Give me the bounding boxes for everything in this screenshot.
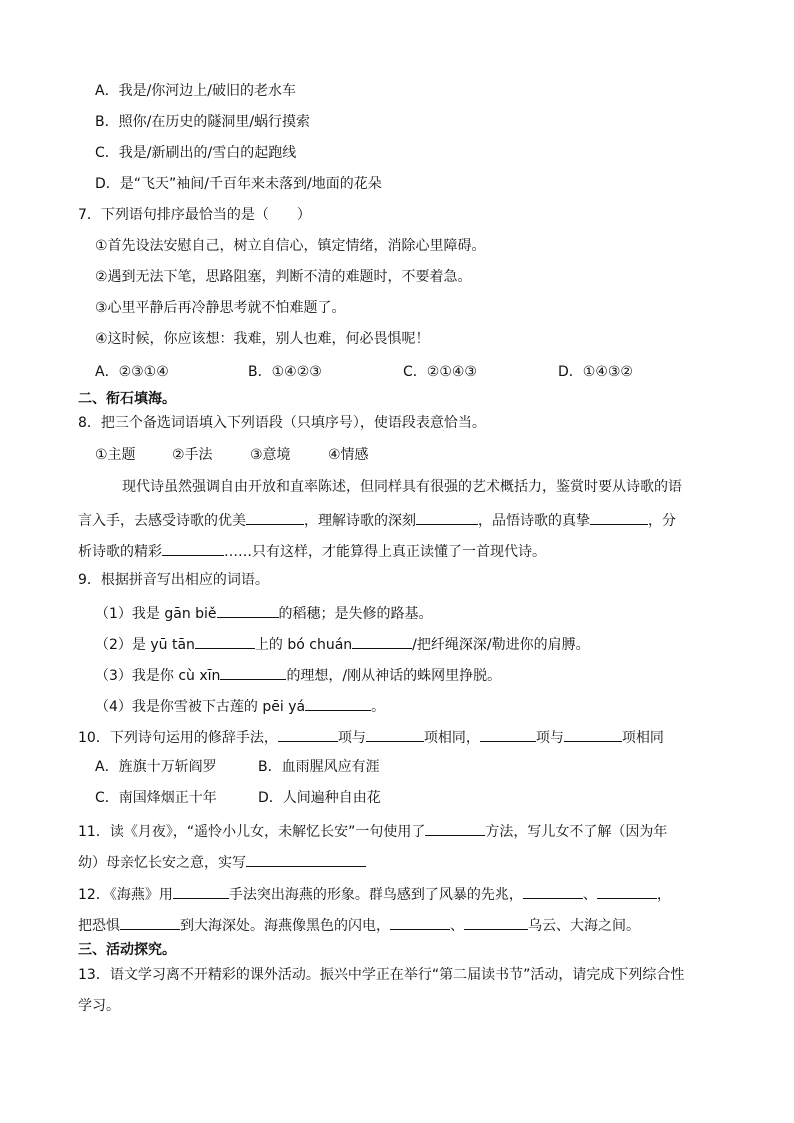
q6-option-d: D．是“飞天”袖间/千百年来未落到/地面的花朵: [95, 176, 382, 192]
q12-text: ，: [656, 887, 671, 903]
q12-line-1: [78, 882, 671, 905]
q10-text: 项相同，: [423, 730, 480, 746]
q10-text: 项与: [535, 730, 564, 746]
answer-blank[interactable]: [246, 508, 304, 525]
q9-text: /把纤绳深深/勒进你的肩膊。: [412, 637, 590, 653]
q12-text: 、: [582, 887, 597, 903]
section-2-title: 二、衔石填海。: [78, 391, 176, 407]
q8-paragraph-line-2: [78, 508, 676, 531]
answer-blank[interactable]: [523, 882, 583, 899]
q7-sentence-2: ②遇到无法下笔，思路阻塞，判断不清的难题时，不要着急。: [95, 269, 472, 285]
q9-text: （1）我是 gān biě: [95, 606, 217, 622]
q8-word-1: ①主题: [95, 447, 136, 463]
answer-blank[interactable]: [220, 663, 286, 680]
q9-item-1: [95, 601, 433, 624]
answer-blank[interactable]: [195, 632, 255, 649]
q8-word-3: ③意境: [250, 447, 291, 463]
q11-text: 幼）母亲忆长安之意，实写: [78, 855, 246, 871]
answer-blank[interactable]: [597, 882, 657, 899]
q6-option-a: A．我是/你河边上/破旧的老水车: [95, 83, 297, 99]
q9-stem: 9．根据拼音写出相应的词语。: [78, 572, 269, 588]
q10-option-b: B．血雨腥风应有涯: [258, 759, 380, 775]
q10-text: 10．下列诗句运用的修辞手法，: [78, 730, 278, 746]
q10-option-c: C．南国烽烟正十年: [95, 790, 217, 806]
answer-blank[interactable]: [162, 539, 224, 556]
q8-paragraph-line-3: [78, 539, 546, 562]
q12-text: 、: [450, 918, 464, 934]
q9-item-4: [95, 694, 385, 717]
q10-text: 项与: [337, 730, 366, 746]
section-3-title: 三、活动探究。: [78, 942, 176, 958]
q9-text: 。: [371, 699, 386, 715]
q12-text: 乌云、大海之间。: [528, 918, 640, 934]
q10-text: 项相同: [621, 730, 664, 746]
answer-blank[interactable]: [390, 913, 450, 930]
q10-option-a: A．旌旗十万斩阎罗: [95, 759, 217, 775]
answer-blank[interactable]: [352, 632, 412, 649]
q8-paragraph-line-1: 现代诗虽然强调自由开放和直率陈述，但同样具有很强的艺术概括力，鉴赏时要从诗歌的语: [122, 479, 682, 495]
answer-blank[interactable]: [425, 819, 485, 836]
q12-text: 12．《海燕》用: [78, 887, 173, 903]
answer-blank[interactable]: [464, 913, 528, 930]
q7-sentence-3: ③心里平静后再冷静思考就不怕难题了。: [95, 300, 346, 316]
answer-blank[interactable]: [416, 508, 478, 525]
q6-option-b: B．照你/在历史的隧洞里/蜗行摸索: [95, 114, 311, 130]
q11-text: 方法，写儿女不了解（因为年: [485, 824, 668, 840]
q8-text: ，分: [648, 513, 676, 529]
q12-line-2: [78, 913, 640, 936]
answer-blank[interactable]: [590, 508, 648, 525]
q8-text: 言入手，去感受诗歌的优美: [78, 513, 246, 529]
q9-text: 上的 bó chuán: [254, 637, 353, 653]
answer-blank[interactable]: [173, 882, 229, 899]
q12-text: 手法突出海燕的形象。群鸟感到了风暴的先兆，: [228, 887, 523, 903]
answer-blank[interactable]: [480, 725, 536, 742]
q7-sentence-1: ①首先设法安慰自己，树立自信心，镇定情绪，消除心里障碍。: [95, 238, 486, 254]
q11-line-1: [78, 819, 667, 842]
q10-option-d: D．人间遍种自由花: [258, 790, 381, 806]
answer-blank[interactable]: [366, 725, 424, 742]
q12-text: 把恐惧: [78, 918, 120, 934]
q7-stem: 7．下列语句排序最恰当的是（ ）: [78, 207, 311, 223]
q8-word-4: ④情感: [328, 447, 369, 463]
q11-line-2: [78, 850, 366, 873]
q7-option-d: D．①④③②: [558, 364, 633, 380]
q9-item-3: [95, 663, 501, 686]
answer-blank[interactable]: [217, 601, 279, 618]
q8-stem: 8．把三个备选词语填入下列语段（只填序号），使语段表意恰当。: [78, 415, 486, 431]
q12-text: 到大海深处。海燕像黑色的闪电，: [180, 918, 390, 934]
q9-text: （4）我是你雪被下古莲的 pēi yá: [95, 699, 306, 715]
q7-option-a: A．②③①④: [95, 364, 169, 380]
q13-line-1: 13．语文学习离不开精彩的课外活动。振兴中学正在举行“第二届读书节”活动，请完成下列综合性: [78, 967, 685, 983]
q10-stem: [78, 725, 664, 748]
q8-text: 析诗歌的精彩: [78, 544, 162, 560]
answer-blank[interactable]: [246, 850, 366, 867]
q8-text: ……只有这样，才能算得上真正读懂了一首现代诗。: [224, 544, 546, 560]
q6-option-c: C．我是/新刷出的/雪白的起跑线: [95, 145, 297, 161]
q9-text: （2）是 yū tān: [95, 637, 195, 653]
q8-text: ，理解诗歌的深刻: [304, 513, 416, 529]
q13-line-2: 学习。: [78, 998, 120, 1014]
q7-option-c: C．②①④③: [403, 364, 477, 380]
answer-blank[interactable]: [564, 725, 622, 742]
answer-blank[interactable]: [278, 725, 338, 742]
q7-option-b: B．①④②③: [248, 364, 322, 380]
q7-sentence-4: ④这时候，你应该想：我难，别人也难，何必畏惧呢！: [95, 331, 430, 347]
q11-text: 11．读《月夜》，“遥怜小儿女，未解忆长安”一句使用了: [78, 824, 426, 840]
q8-text: ，品悟诗歌的真挚: [478, 513, 590, 529]
answer-blank[interactable]: [305, 694, 371, 711]
q9-text: （3）我是你 cù xīn: [95, 668, 221, 684]
q8-word-2: ②手法: [172, 447, 213, 463]
q9-text: 的理想，/刚从神话的蛛网里挣脱。: [286, 668, 502, 684]
q9-text: 的稻穗；是失修的路基。: [278, 606, 433, 622]
q9-item-2: [95, 632, 590, 655]
answer-blank[interactable]: [120, 913, 180, 930]
